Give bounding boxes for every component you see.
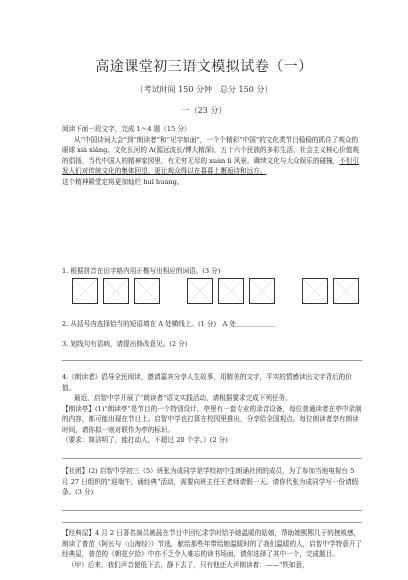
tianzige-cell[interactable] xyxy=(218,278,244,304)
task-reading-booth: 【朗读亭】(1)“朗读亭”是节目的一个特别设计，亭里有一套专业的录音设备，每位普通读者在亭中录制的内容，都可能出现在节目上。启智中学也打算在校园里推出，分享给全国观点。每位朗读者享有朗读时间，请你拟一则对联作为亭的标识。 xyxy=(62,404,362,434)
answer-line[interactable] xyxy=(62,458,362,459)
answer-line[interactable] xyxy=(62,360,362,361)
task-reading-booth-requirement: （要求：简洁明了，能打动人，不超过 20 个字。）(2 分) xyxy=(62,436,228,444)
tianzige-cell[interactable] xyxy=(103,278,129,304)
question-4 xyxy=(62,372,362,446)
question-4-context: 最近，启智中学开展了“朗读者”语文实践活动，请根据要求完成下列任务。 xyxy=(74,394,292,402)
question-1: 1. 根据拼音在田字格内用正楷写出相应的词语。(3 分) xyxy=(62,267,221,275)
task-club-text: 【社团】(2) 启智中学初三（5）班张为成同学是学校初中生朗诵社团的成员，为了参加当地电视台 5 月 27 日组织的“迎端午，诵经典”活动，需要向班主任王老师请假一天。请你代张为成同学写一份请假条。(3 分) xyxy=(62,467,359,496)
tianzige-cell[interactable] xyxy=(333,278,359,304)
reading-block xyxy=(62,124,362,187)
passage-excerpt: （甲）后来，我们声音便低下去，静下去了，只有他还大声朗读着：——“铁如意， xyxy=(68,560,309,569)
tianzige-grid[interactable] xyxy=(72,278,359,304)
section-heading: 一（23 分） xyxy=(181,106,227,115)
question-3: 3. 划线句有语病，请提出修改意见。(2 分) xyxy=(62,340,188,348)
underlined-sentence: 不但引发人们对传统文化的集体回望，更让观众得以在暮暮上邂逅诗和远方。 xyxy=(62,156,359,175)
tianzige-cell[interactable] xyxy=(302,278,328,304)
question-2: 2. 从括号内选择恰当的短语填在 A 处横线上。(1 分) A 处＿＿＿＿＿＿ xyxy=(62,320,276,328)
tianzige-cell[interactable] xyxy=(187,278,213,304)
task-classics-text: 【经典屋】4 月 2 日著名演员姚晨在节目中回忆求学时给予她温暖的姑娘，帮助她熙熙几于的挫败感，朗读了普范《阿长与〈山海经〉》节选，献给那些年带给她温暖时的了我们温暖的人，启智中学特意开了经典屋，普范的《朝花夕拾》中亦不乏令人难忘的读书场面，请你选择了其中一个，完成题目。 xyxy=(62,529,363,558)
tianzige-cell[interactable] xyxy=(249,278,275,304)
answer-line[interactable] xyxy=(62,510,362,511)
page-title: 高途课堂初三语文模拟试卷（一） xyxy=(95,59,313,75)
task-classics xyxy=(62,528,362,570)
reading-paragraph-1 xyxy=(62,135,362,177)
answer-line[interactable] xyxy=(62,522,362,523)
task-club xyxy=(62,466,362,498)
tianzige-cell[interactable] xyxy=(72,278,98,304)
question-4-intro: 4.《朗读者》倡导全民阅读，邀请嘉宾分享人生故事，用精美的文字，平实的情感读出文字背后的价值。 xyxy=(62,373,352,392)
reading-intro: 阅读下面一段文字，完成 1～4 题（15 分） xyxy=(62,125,191,133)
reading-paragraph-2: 这个精神殿堂定将更加灿烂 huī huáng。 xyxy=(62,177,184,186)
reading-paragraph-1-text: 从“中国诗词大会”到“朗读者”和“见字如面”，一个个精彩“中国”的文化类节目稳稳的抓住了观众的眼球 xià xiàng。文化长河的 A(源远流长/博大精深)，五十六个民族的多彩生活，社会主义核心价值观的倡扬，当代中国人的精神家园里，有无穷无尽的 xuàn lì 风景。赓续文化与大众娱乐的碰撞， xyxy=(62,135,359,165)
tianzige-cell[interactable] xyxy=(134,278,160,304)
exam-time-total: （考试时间 150 分钟 总分 150 分） xyxy=(135,85,273,94)
